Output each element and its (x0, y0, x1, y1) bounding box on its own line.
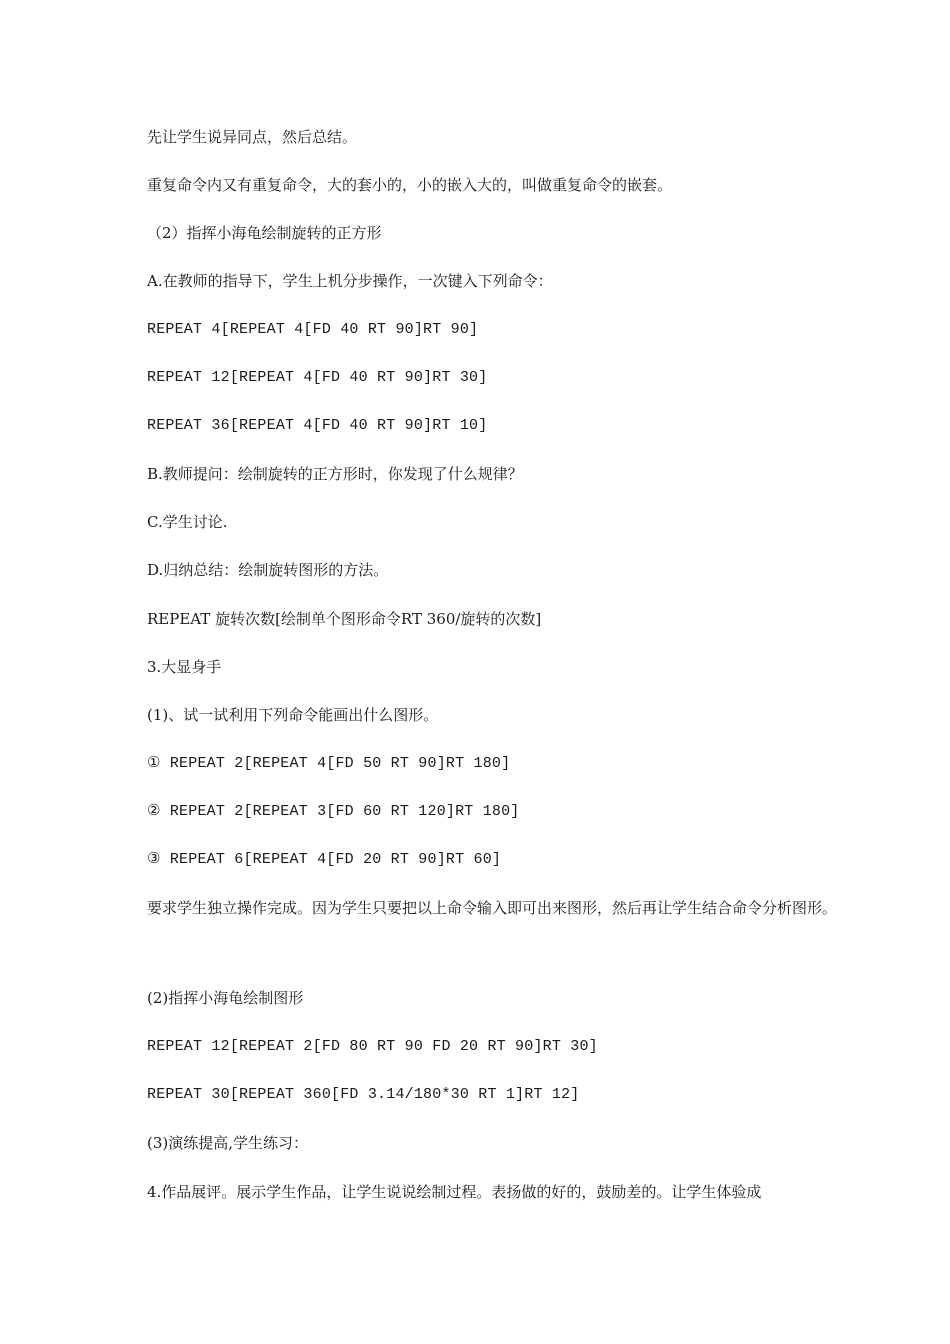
paragraph-compare: 先让学生说异同点，然后总结。 (147, 128, 358, 146)
exercise-1-prompt: (1)、试一试利用下列命令能画出什么图形。 (147, 706, 439, 724)
rotation-formula: REPEAT 旋转次数[绘制单个图形命令RT 360/旋转的次数] (147, 610, 542, 628)
code-line-2: REPEAT 12[REPEAT 4[FD 40 RT 90]RT 30] (147, 369, 488, 386)
heading-practice: (3)演练提高,学生练习： (147, 1134, 309, 1152)
paragraph-nesting-definition: 重复命令内又有重复命令，大的套小的，小的嵌入大的，叫做重复命令的嵌套。 (147, 176, 673, 194)
step-d-summary: D.归纳总结：绘制旋转图形的方法。 (147, 561, 389, 579)
draw-code-1: REPEAT 12[REPEAT 2[FD 80 RT 90 FD 20 RT 90]RT 30] (147, 1038, 598, 1055)
step-c-discussion: C.学生讨论. (147, 513, 228, 531)
paragraph-showcase: 4.作品展评。展示学生作品，让学生说说绘制过程。表扬做的好的，鼓励差的。让学生体验成 (147, 1183, 762, 1201)
draw-code-2: REPEAT 30[REPEAT 360[FD 3.14/180*30 RT 1]RT 12] (147, 1086, 580, 1103)
code-line-3: REPEAT 36[REPEAT 4[FD 40 RT 90]RT 10] (147, 417, 488, 434)
step-b-question: B.教师提问：绘制旋转的正方形时，你发现了什么规律？ (147, 465, 523, 483)
heading-rotating-square: （2）指挥小海龟绘制旋转的正方形 (147, 224, 382, 242)
heading-draw-figure: (2)指挥小海龟绘制图形 (147, 989, 304, 1007)
exercise-code-3: ③ REPEAT 6[REPEAT 4[FD 20 RT 90]RT 60] (147, 851, 502, 868)
exercise-code-1: ① REPEAT 2[REPEAT 4[FD 50 RT 90]RT 180] (147, 755, 511, 772)
paragraph-independent-work: 要求学生独立操作完成。因为学生只要把以上命令输入即可出来图形，然后再让学生结合命令分析图形。 (147, 899, 838, 917)
step-a-instruction: A.在教师的指导下，学生上机分步操作，一次键入下列命令： (147, 272, 553, 290)
code-line-1: REPEAT 4[REPEAT 4[FD 40 RT 90]RT 90] (147, 321, 479, 338)
heading-show-skills: 3.大显身手 (147, 658, 222, 676)
exercise-code-2: ② REPEAT 2[REPEAT 3[FD 60 RT 120]RT 180] (147, 803, 520, 820)
